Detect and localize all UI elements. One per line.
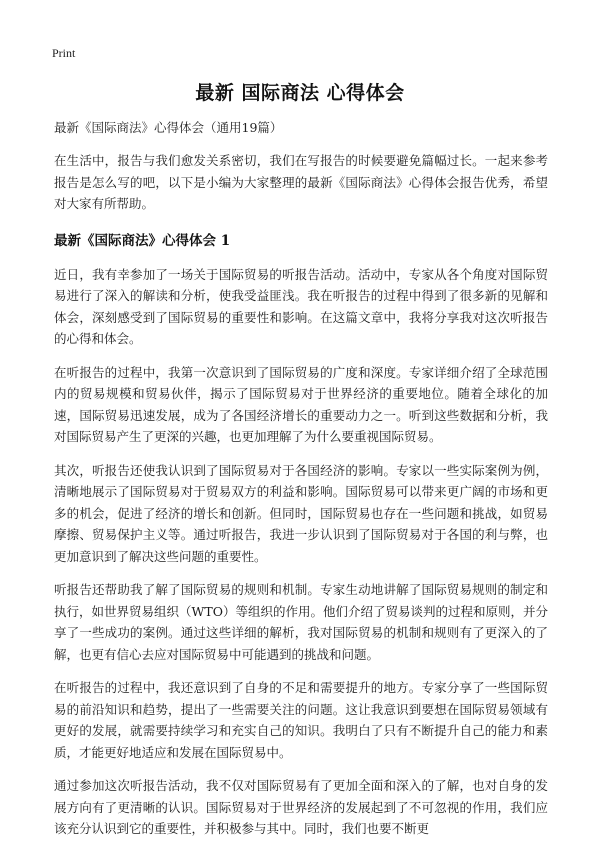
page-title: 最新 国际商法 心得体会: [195, 82, 405, 104]
body-paragraph: 近日，我有幸参加了一场关于国际贸易的听报告活动。活动中，专家从各个角度对国际贸易进行了深入的解读和分析，使我受益匪浅。我在听报告的过程中得到了很多新的见解和体会，深刻感受到了国际贸易的重要性和影响。在这篇文章中，我将分享我对这次听报告的心得和体会。: [54, 266, 548, 346]
body-paragraph: 听报告还帮助我了解了国际贸易的规则和机制。专家生动地讲解了国际贸易规则的制定和执行，如世界贸易组织（WTO）等组织的作用。他们介绍了贸易谈判的过程和原则，并分享了一些成功的案例。通过这些详细的解析，我对国际贸易的机制和规则有了更深入的了解，也更有信心去应对国际贸易中可能遇到的挑战和问题。: [54, 582, 548, 662]
body-paragraph: 其次，听报告还使我认识到了国际贸易对于各国经济的影响。专家以一些实际案例为例，清晰地展示了国际贸易对于贸易双方的利益和影响。国际贸易可以带来更广阔的市场和更多的机会，促进了经济的增长和创新。但同时，国际贸易也存在一些问题和挑战，如贸易摩擦、贸易保护主义等。通过听报告，我进一步认识到了国际贸易对于各国的利与弊，也更加意识到了解决这些问题的重要性。: [54, 462, 548, 564]
section-heading: 最新《国际商法》心得体会 1: [54, 232, 231, 249]
body-paragraph: 在听报告的过程中，我第一次意识到了国际贸易的广度和深度。专家详细介绍了全球范围内的贸易规模和贸易伙伴，揭示了国际贸易对于世界经济的重要地位。随着全球化的加速，国际贸易迅速发展，成为了各国经济增长的重要动力之一。听到这些数据和分析，我对国际贸易产生了更深的兴趣，也更加理解了为什么要重视国际贸易。: [54, 364, 548, 444]
document-body: [54, 118, 548, 852]
print-link[interactable]: Print: [52, 46, 76, 60]
body-paragraph: 在听报告的过程中，我还意识到了自身的不足和需要提升的地方。专家分享了一些国际贸易的前沿知识和趋势，提出了一些需要关注的问题。这让我意识到要想在国际贸易领域有更好的发展，就需要持续学习和充实自己的知识。我明白了只有不断提升自己的能力和素质，才能更好地适应和发展在国际贸易中。: [54, 680, 548, 760]
intro-paragraph: 在生活中，报告与我们愈发关系密切，我们在写报告的时候要避免篇幅过长。一起来参考报告是怎么写的吧，以下是小编为大家整理的最新《国际商法》心得体会报告优秀，希望对大家有所帮助。: [54, 153, 548, 211]
body-paragraph: 通过参加这次听报告活动，我不仅对国际贸易有了更加全面和深入的了解，也对自身的发展方向有了更清晰的认识。国际贸易对于世界经济的发展起到了不可忽视的作用，我们应该充分认识到它的重要性，并积极参与其中。同时，我们也要不断更: [54, 778, 548, 836]
document-subtitle: 最新《国际商法》心得体会（通用19篇）: [54, 120, 283, 135]
